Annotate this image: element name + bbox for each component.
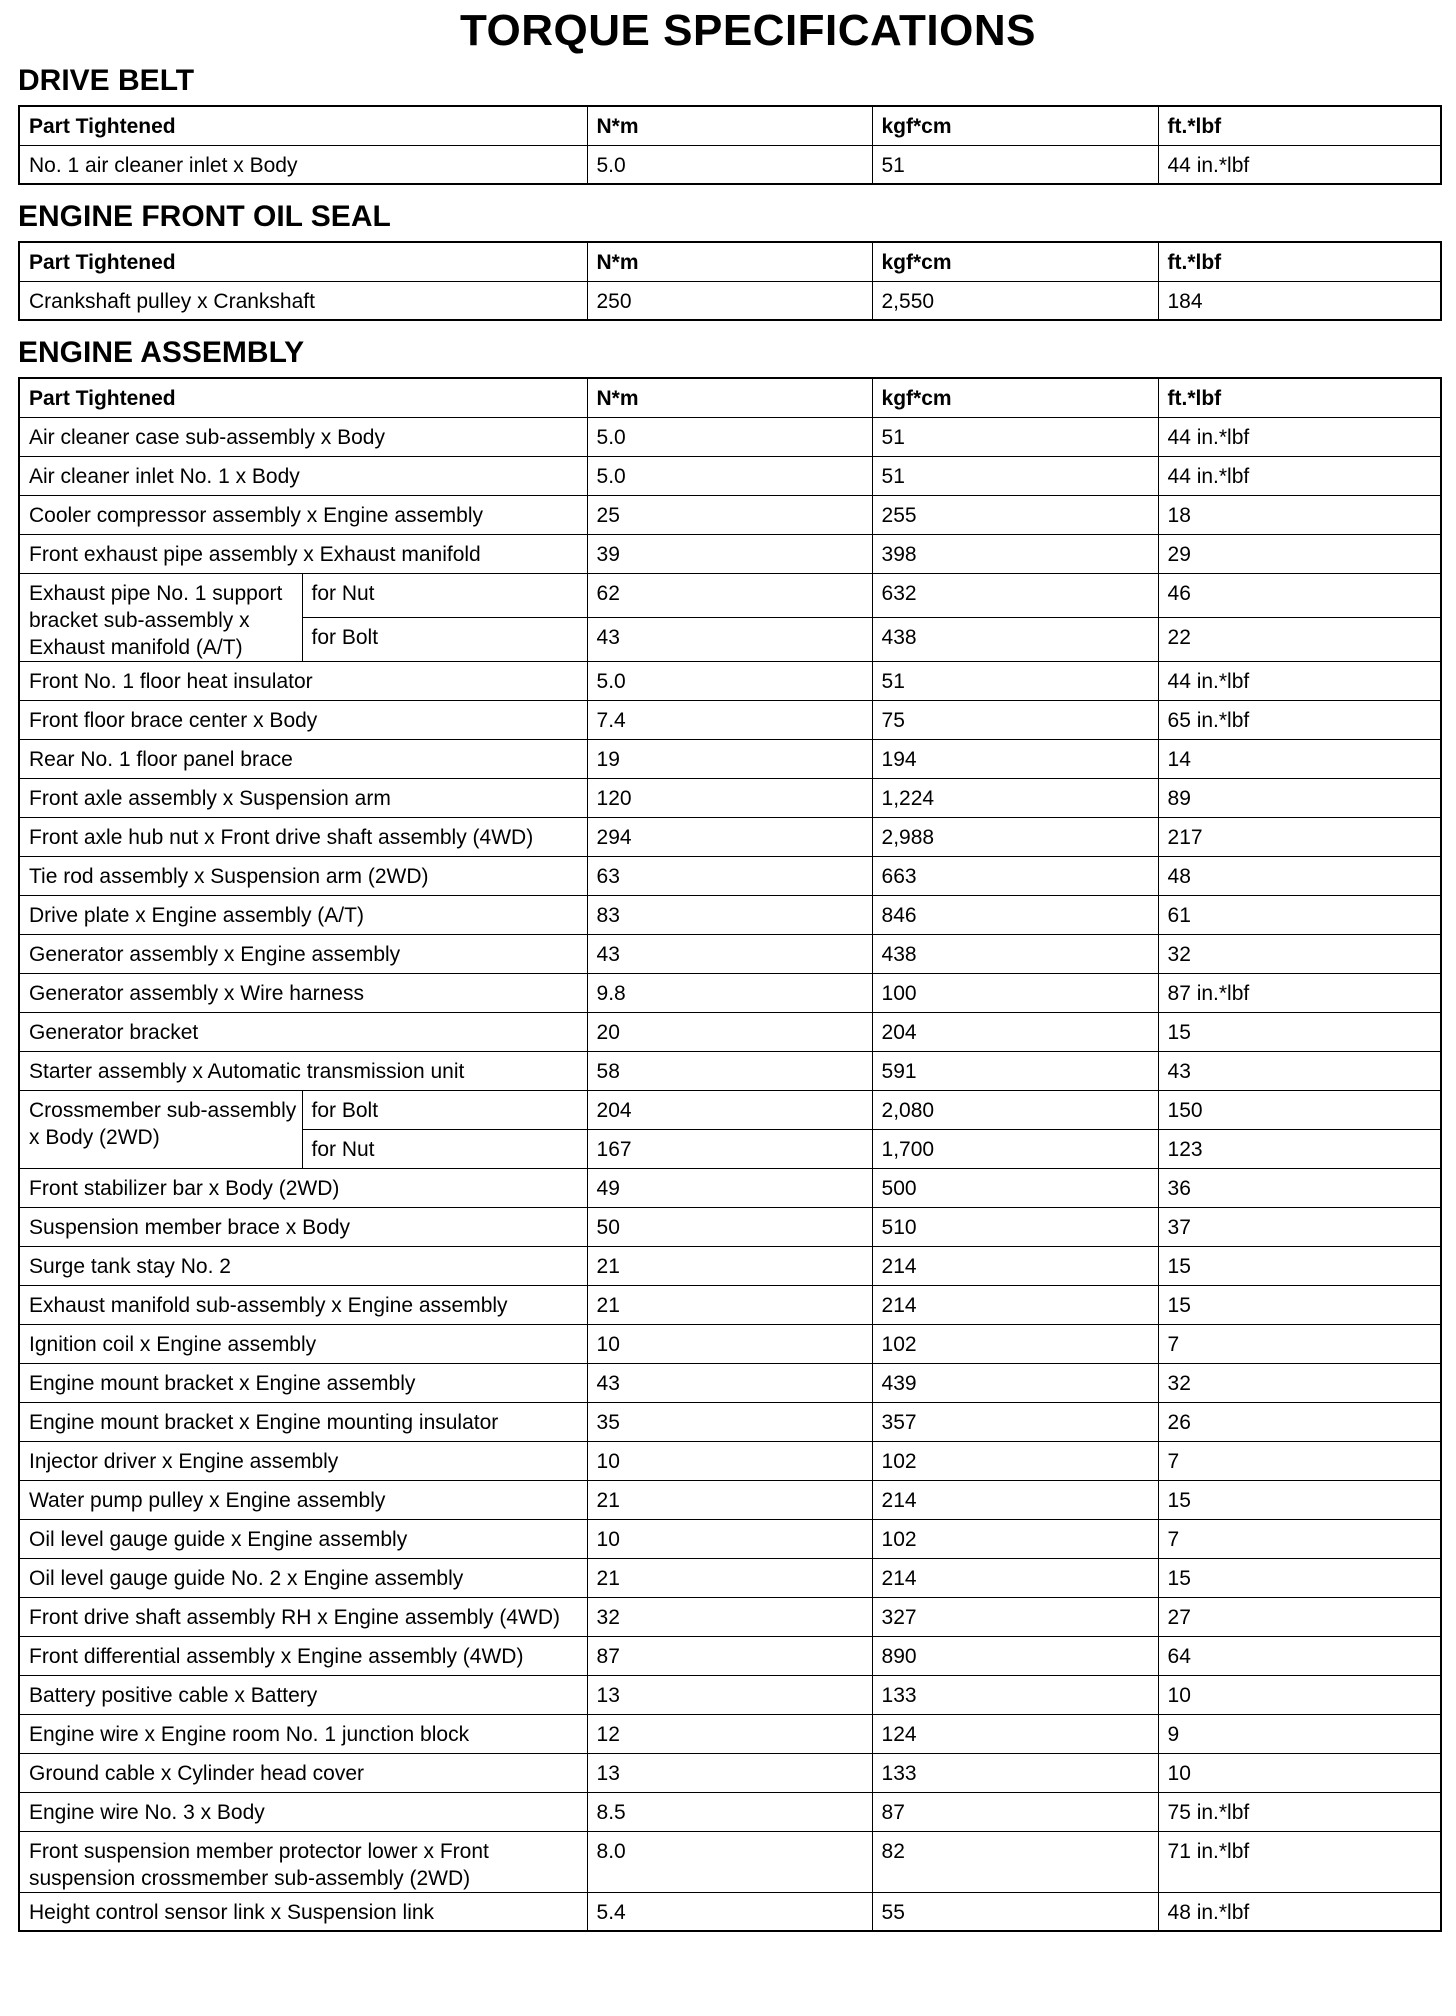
part-cell: Surge tank stay No. 2 — [19, 1246, 587, 1285]
ft-lbf-cell: 44 in.*lbf — [1158, 661, 1441, 700]
kgf-cell: 51 — [872, 417, 1158, 456]
part-cell: Cooler compressor assembly x Engine assembly — [19, 495, 587, 534]
header-ft-lbf: ft.*lbf — [1158, 242, 1441, 281]
ft-lbf-cell: 87 in.*lbf — [1158, 973, 1441, 1012]
header-nm: N*m — [587, 242, 872, 281]
ft-lbf-cell: 48 — [1158, 856, 1441, 895]
part-cell: Engine mount bracket x Engine assembly — [19, 1363, 587, 1402]
table-row — [19, 145, 1441, 184]
ft-lbf-cell: 43 — [1158, 1051, 1441, 1090]
kgf-cell: 357 — [872, 1402, 1158, 1441]
table-row — [19, 281, 1441, 320]
table-row — [19, 1051, 1441, 1090]
kgf-cell: 398 — [872, 534, 1158, 573]
ft-lbf-cell: 14 — [1158, 739, 1441, 778]
header-nm: N*m — [587, 378, 872, 417]
header-ft-lbf: ft.*lbf — [1158, 378, 1441, 417]
ft-lbf-cell: 15 — [1158, 1012, 1441, 1051]
nm-cell: 35 — [587, 1402, 872, 1441]
nm-cell: 120 — [587, 778, 872, 817]
section-heading-drive-belt: DRIVE BELT — [18, 64, 195, 97]
kgf-cell: 214 — [872, 1558, 1158, 1597]
ft-lbf-cell: 15 — [1158, 1285, 1441, 1324]
nm-cell: 21 — [587, 1285, 872, 1324]
kgf-cell: 55 — [872, 1892, 1158, 1931]
nm-cell: 21 — [587, 1558, 872, 1597]
ft-lbf-cell: 89 — [1158, 778, 1441, 817]
kgf-cell: 133 — [872, 1675, 1158, 1714]
nm-cell: 204 — [587, 1090, 872, 1129]
nm-cell: 5.0 — [587, 661, 872, 700]
kgf-cell: 214 — [872, 1246, 1158, 1285]
kgf-cell: 87 — [872, 1792, 1158, 1831]
ft-lbf-cell: 15 — [1158, 1480, 1441, 1519]
fastener-type-cell: for Bolt — [302, 617, 587, 661]
kgf-cell: 75 — [872, 700, 1158, 739]
nm-cell: 10 — [587, 1324, 872, 1363]
kgf-cell: 100 — [872, 973, 1158, 1012]
nm-cell: 58 — [587, 1051, 872, 1090]
part-cell: Front floor brace center x Body — [19, 700, 587, 739]
nm-cell: 83 — [587, 895, 872, 934]
kgf-cell: 51 — [872, 456, 1158, 495]
header-row — [19, 378, 1441, 417]
header-nm: N*m — [587, 106, 872, 145]
kgf-cell: 194 — [872, 739, 1158, 778]
header-ft-lbf: ft.*lbf — [1158, 106, 1441, 145]
nm-cell: 19 — [587, 739, 872, 778]
table-row — [19, 1480, 1441, 1519]
kgf-cell: 102 — [872, 1519, 1158, 1558]
nm-cell: 13 — [587, 1753, 872, 1792]
nm-cell: 43 — [587, 1363, 872, 1402]
nm-cell: 25 — [587, 495, 872, 534]
ft-lbf-cell: 44 in.*lbf — [1158, 145, 1441, 184]
table-row — [19, 417, 1441, 456]
part-cell: Front exhaust pipe assembly x Exhaust manifold — [19, 534, 587, 573]
kgf-cell: 846 — [872, 895, 1158, 934]
ft-lbf-cell: 32 — [1158, 1363, 1441, 1402]
part-cell: Air cleaner case sub-assembly x Body — [19, 417, 587, 456]
ft-lbf-cell: 37 — [1158, 1207, 1441, 1246]
kgf-cell: 102 — [872, 1441, 1158, 1480]
fastener-type-cell: for Bolt — [302, 1090, 587, 1129]
nm-cell: 9.8 — [587, 973, 872, 1012]
nm-cell: 5.0 — [587, 456, 872, 495]
table-row — [19, 1324, 1441, 1363]
nm-cell: 10 — [587, 1519, 872, 1558]
part-cell: Oil level gauge guide No. 2 x Engine assembly — [19, 1558, 587, 1597]
table-row — [19, 739, 1441, 778]
table-row — [19, 778, 1441, 817]
nm-cell: 20 — [587, 1012, 872, 1051]
kgf-cell: 890 — [872, 1636, 1158, 1675]
table-row — [19, 456, 1441, 495]
table-row — [19, 1892, 1441, 1931]
kgf-cell: 1,224 — [872, 778, 1158, 817]
nm-cell: 21 — [587, 1480, 872, 1519]
kgf-cell: 632 — [872, 573, 1158, 617]
ft-lbf-cell: 7 — [1158, 1519, 1441, 1558]
header-kgf-cm: kgf*cm — [872, 378, 1158, 417]
kgf-cell: 439 — [872, 1363, 1158, 1402]
part-cell: Ignition coil x Engine assembly — [19, 1324, 587, 1363]
part-cell: Front suspension member protector lower x Front suspension crossmember sub-assembly (2WD) — [19, 1831, 587, 1892]
kgf-cell: 51 — [872, 145, 1158, 184]
engine-front-oil-seal-table — [18, 241, 1442, 321]
header-part-tightened: Part Tightened — [19, 242, 587, 281]
ft-lbf-cell: 36 — [1158, 1168, 1441, 1207]
section-heading-engine-assembly: ENGINE ASSEMBLY — [18, 336, 305, 369]
nm-cell: 39 — [587, 534, 872, 573]
ft-lbf-cell: 44 in.*lbf — [1158, 417, 1441, 456]
part-cell: Generator bracket — [19, 1012, 587, 1051]
table-row — [19, 534, 1441, 573]
kgf-cell: 255 — [872, 495, 1158, 534]
part-cell: Drive plate x Engine assembly (A/T) — [19, 895, 587, 934]
nm-cell: 12 — [587, 1714, 872, 1753]
part-cell: Ground cable x Cylinder head cover — [19, 1753, 587, 1792]
kgf-cell: 214 — [872, 1285, 1158, 1324]
part-cell: Exhaust manifold sub-assembly x Engine assembly — [19, 1285, 587, 1324]
nm-cell: 43 — [587, 617, 872, 661]
header-part-tightened: Part Tightened — [19, 378, 587, 417]
part-cell: Rear No. 1 floor panel brace — [19, 739, 587, 778]
ft-lbf-cell: 27 — [1158, 1597, 1441, 1636]
ft-lbf-cell: 46 — [1158, 573, 1441, 617]
nm-cell: 167 — [587, 1129, 872, 1168]
part-cell: Generator assembly x Wire harness — [19, 973, 587, 1012]
kgf-cell: 663 — [872, 856, 1158, 895]
header-row — [19, 242, 1441, 281]
part-cell: Starter assembly x Automatic transmission unit — [19, 1051, 587, 1090]
nm-cell: 50 — [587, 1207, 872, 1246]
kgf-cell: 214 — [872, 1480, 1158, 1519]
table-row — [19, 1831, 1441, 1892]
part-cell: No. 1 air cleaner inlet x Body — [19, 145, 587, 184]
ft-lbf-cell: 123 — [1158, 1129, 1441, 1168]
ft-lbf-cell: 10 — [1158, 1675, 1441, 1714]
part-cell: Tie rod assembly x Suspension arm (2WD) — [19, 856, 587, 895]
table-row — [19, 973, 1441, 1012]
nm-cell: 13 — [587, 1675, 872, 1714]
part-cell: Oil level gauge guide x Engine assembly — [19, 1519, 587, 1558]
part-cell: Injector driver x Engine assembly — [19, 1441, 587, 1480]
kgf-cell: 82 — [872, 1831, 1158, 1892]
engine-assembly-table — [18, 377, 1442, 1932]
nm-cell: 63 — [587, 856, 872, 895]
ft-lbf-cell: 150 — [1158, 1090, 1441, 1129]
kgf-cell: 327 — [872, 1597, 1158, 1636]
table-row — [19, 1519, 1441, 1558]
part-cell: Engine wire x Engine room No. 1 junction block — [19, 1714, 587, 1753]
part-cell: Engine mount bracket x Engine mounting insulator — [19, 1402, 587, 1441]
section-heading-engine-front-oil-seal: ENGINE FRONT OIL SEAL — [18, 200, 391, 233]
table-row — [19, 700, 1441, 739]
nm-cell: 5.4 — [587, 1892, 872, 1931]
ft-lbf-cell: 18 — [1158, 495, 1441, 534]
ft-lbf-cell: 7 — [1158, 1441, 1441, 1480]
table-row — [19, 1597, 1441, 1636]
ft-lbf-cell: 44 in.*lbf — [1158, 456, 1441, 495]
table-row — [19, 661, 1441, 700]
kgf-cell: 2,988 — [872, 817, 1158, 856]
ft-lbf-cell: 61 — [1158, 895, 1441, 934]
table-row — [19, 1246, 1441, 1285]
header-kgf-cm: kgf*cm — [872, 242, 1158, 281]
ft-lbf-cell: 32 — [1158, 934, 1441, 973]
nm-cell: 10 — [587, 1441, 872, 1480]
kgf-cell: 102 — [872, 1324, 1158, 1363]
kgf-cell: 2,550 — [872, 281, 1158, 320]
part-cell: Front axle assembly x Suspension arm — [19, 778, 587, 817]
ft-lbf-cell: 48 in.*lbf — [1158, 1892, 1441, 1931]
header-row — [19, 106, 1441, 145]
kgf-cell: 1,700 — [872, 1129, 1158, 1168]
kgf-cell: 204 — [872, 1012, 1158, 1051]
table-row — [19, 1753, 1441, 1792]
ft-lbf-cell: 184 — [1158, 281, 1441, 320]
part-cell: Front axle hub nut x Front drive shaft assembly (4WD) — [19, 817, 587, 856]
kgf-cell: 510 — [872, 1207, 1158, 1246]
table-row — [19, 1675, 1441, 1714]
nm-cell: 43 — [587, 934, 872, 973]
ft-lbf-cell: 65 in.*lbf — [1158, 700, 1441, 739]
table-row — [19, 1714, 1441, 1753]
part-cell: Generator assembly x Engine assembly — [19, 934, 587, 973]
table-row — [19, 1636, 1441, 1675]
part-cell: Front differential assembly x Engine assembly (4WD) — [19, 1636, 587, 1675]
nm-cell: 5.0 — [587, 145, 872, 184]
table-row — [19, 495, 1441, 534]
table-row — [19, 856, 1441, 895]
table-row — [19, 1168, 1441, 1207]
ft-lbf-cell: 26 — [1158, 1402, 1441, 1441]
ft-lbf-cell: 217 — [1158, 817, 1441, 856]
ft-lbf-cell: 71 in.*lbf — [1158, 1831, 1441, 1892]
table-row — [19, 895, 1441, 934]
nm-cell: 8.0 — [587, 1831, 872, 1892]
part-cell: Front stabilizer bar x Body (2WD) — [19, 1168, 587, 1207]
kgf-cell: 51 — [872, 661, 1158, 700]
nm-cell: 7.4 — [587, 700, 872, 739]
nm-cell: 5.0 — [587, 417, 872, 456]
kgf-cell: 591 — [872, 1051, 1158, 1090]
ft-lbf-cell: 15 — [1158, 1246, 1441, 1285]
table-row — [19, 1792, 1441, 1831]
ft-lbf-cell: 64 — [1158, 1636, 1441, 1675]
fastener-type-cell: for Nut — [302, 1129, 587, 1168]
table-row — [19, 573, 1441, 617]
part-cell: Front No. 1 floor heat insulator — [19, 661, 587, 700]
nm-cell: 8.5 — [587, 1792, 872, 1831]
fastener-type-cell: for Nut — [302, 573, 587, 617]
ft-lbf-cell: 7 — [1158, 1324, 1441, 1363]
part-cell: Crossmember sub-assembly x Body (2WD) — [19, 1090, 302, 1168]
page-title: TORQUE SPECIFICATIONS — [459, 6, 1037, 55]
part-cell: Water pump pulley x Engine assembly — [19, 1480, 587, 1519]
table-row — [19, 1363, 1441, 1402]
table-row — [19, 817, 1441, 856]
kgf-cell: 133 — [872, 1753, 1158, 1792]
ft-lbf-cell: 15 — [1158, 1558, 1441, 1597]
part-cell: Exhaust pipe No. 1 support bracket sub-assembly x Exhaust manifold (A/T) — [19, 573, 302, 661]
table-row — [19, 1402, 1441, 1441]
nm-cell: 250 — [587, 281, 872, 320]
ft-lbf-cell: 22 — [1158, 617, 1441, 661]
header-kgf-cm: kgf*cm — [872, 106, 1158, 145]
part-cell: Crankshaft pulley x Crankshaft — [19, 281, 587, 320]
table-row — [19, 1090, 1441, 1129]
table-row — [19, 934, 1441, 973]
nm-cell: 294 — [587, 817, 872, 856]
kgf-cell: 438 — [872, 934, 1158, 973]
table-row — [19, 1012, 1441, 1051]
part-cell: Engine wire No. 3 x Body — [19, 1792, 587, 1831]
nm-cell: 21 — [587, 1246, 872, 1285]
part-cell: Height control sensor link x Suspension link — [19, 1892, 587, 1931]
header-part-tightened: Part Tightened — [19, 106, 587, 145]
table-row — [19, 1207, 1441, 1246]
kgf-cell: 438 — [872, 617, 1158, 661]
part-cell: Front drive shaft assembly RH x Engine assembly (4WD) — [19, 1597, 587, 1636]
table-row — [19, 1285, 1441, 1324]
nm-cell: 62 — [587, 573, 872, 617]
kgf-cell: 124 — [872, 1714, 1158, 1753]
nm-cell: 87 — [587, 1636, 872, 1675]
ft-lbf-cell: 10 — [1158, 1753, 1441, 1792]
ft-lbf-cell: 75 in.*lbf — [1158, 1792, 1441, 1831]
part-cell: Suspension member brace x Body — [19, 1207, 587, 1246]
kgf-cell: 2,080 — [872, 1090, 1158, 1129]
table-row — [19, 1441, 1441, 1480]
part-cell: Air cleaner inlet No. 1 x Body — [19, 456, 587, 495]
kgf-cell: 500 — [872, 1168, 1158, 1207]
ft-lbf-cell: 29 — [1158, 534, 1441, 573]
nm-cell: 32 — [587, 1597, 872, 1636]
part-cell: Battery positive cable x Battery — [19, 1675, 587, 1714]
nm-cell: 49 — [587, 1168, 872, 1207]
table-row — [19, 1558, 1441, 1597]
drive-belt-table — [18, 105, 1442, 185]
ft-lbf-cell: 9 — [1158, 1714, 1441, 1753]
